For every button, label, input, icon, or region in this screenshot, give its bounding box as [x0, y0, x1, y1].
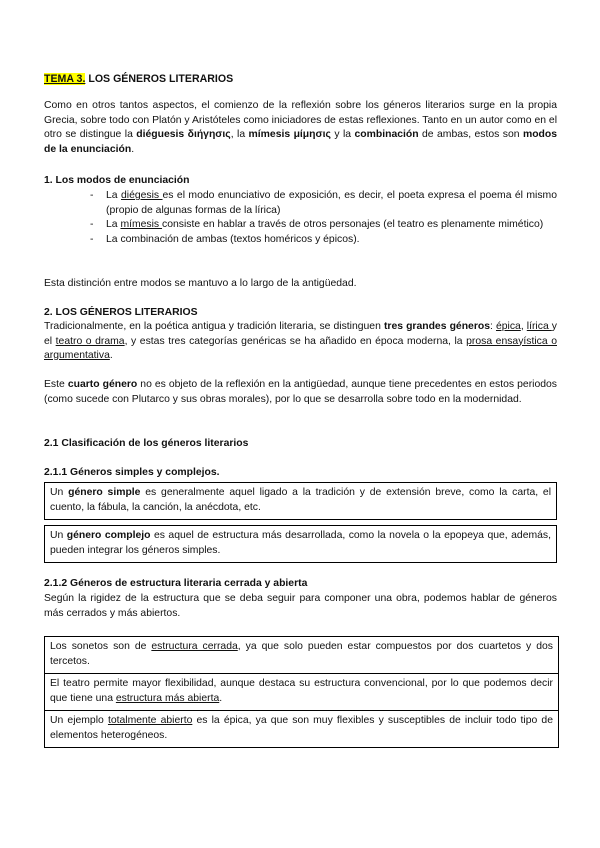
tema-label: TEMA 3.: [44, 73, 86, 85]
section-2-1-2-heading: 2.1.2 Géneros de estructura literaria cerrada y abierta: [44, 578, 308, 589]
diegesis-term: diéguesis διήγησις: [136, 129, 231, 140]
structure-intro: Según la rigidez de la estructura que se deba seguir para componer una obra, podemos hablar de géneros más cerrados y más abiertos.: [44, 593, 557, 619]
modes-list: [44, 189, 557, 247]
prosa-term: prosa ensayística o argumentativa: [44, 335, 557, 361]
section-2-1-1-heading: 2.1.1 Géneros simples y complejos.: [44, 467, 220, 478]
genres-paragraph: Tradicionalmente, en la poética antigua y tradición literaria, se distinguen tres grandes géneros: épica, lírica y el teatro o drama, y estas tres categorías genéricas se ha añadido en época moderna, la prosa ensayística o argumentativa.: [44, 321, 557, 361]
complex-genre-box: Un género complejo es aquel de estructura más desarrollada, como la novela o la epopeya que, además, pueden integrar los géneros simples.: [44, 525, 557, 563]
list-item: - La mímesis consiste en hablar a través de otros personajes (el teatro es plenamente mimético): [90, 219, 544, 230]
epica-term: épica: [495, 321, 521, 332]
teatro-term: teatro o drama: [55, 335, 125, 347]
open-structure-cell: El teatro permite mayor flexibilidad, aunque destaca su estructura convencional, por lo que podemos decir que tiene una estructura más abierta.: [45, 673, 558, 710]
simple-genre-box: Un género simple es generalmente aquel ligado a la tradición y de extensión breve, como la carta, el cuento, la fábula, la canción, la anécdota, etc.: [44, 482, 557, 520]
combinacion-term: combinación: [354, 129, 419, 140]
mimesis-term: mímesis μίμησις: [248, 129, 331, 140]
list-item: - La diégesis es el modo enunciativo de exposición, es decir, el poeta expresa el poema él mismo (propio de algunas formas de la lírica): [90, 190, 557, 216]
fourth-genre-paragraph: Este cuarto género no es objeto de la reflexión en la antigüedad, aunque tiene precedentes en estos periodos (como sucede con Plutarco y sus obras morales), por lo que se desarrolla sobre todo en la modernidad.: [44, 379, 557, 405]
modos-term: modos de la enunciación: [44, 129, 558, 155]
modes-note: Esta distinción entre modos se mantuvo a lo largo de la antigüedad.: [44, 278, 357, 289]
section-2-heading: 2. LOS GÉNEROS LITERARIOS: [44, 307, 198, 318]
simple-complex-boxes: [44, 482, 557, 563]
lirica-term: lírica: [526, 321, 552, 332]
structure-boxes: [44, 636, 559, 748]
section-2-1-heading: 2.1 Clasificación de los géneros literarios: [44, 438, 249, 449]
list-item: - La combinación de ambas (textos homéricos y épicos).: [90, 233, 360, 245]
title-text: LOS GÉNEROS LITERARIOS: [85, 73, 234, 85]
closed-structure-cell: Los sonetos son de estructura cerrada, ya que solo pueden estar compuestos por dos cuartetos y dos tercetos.: [50, 641, 553, 667]
page-title: [44, 72, 233, 87]
intro-paragraph: Como en otros tantos aspectos, el comienzo de la reflexión sobre los géneros literarios surge en la propia Grecia, sobre todo con Platón y Aristóteles como iniciadores de estas reflexiones. Tanto en un autor como en el otro se distingue la diéguesis διήγησις, la mímesis μίμησις y la combinación de ambas, estos son modos de la enunciación.: [44, 100, 558, 155]
section-1-heading: 1. Los modos de enunciación: [44, 175, 190, 186]
fully-open-cell: Un ejemplo totalmente abierto es la épica, ya que son muy flexibles y susceptibles de incluir todo tipo de elementos heterogéneos.: [45, 710, 558, 747]
